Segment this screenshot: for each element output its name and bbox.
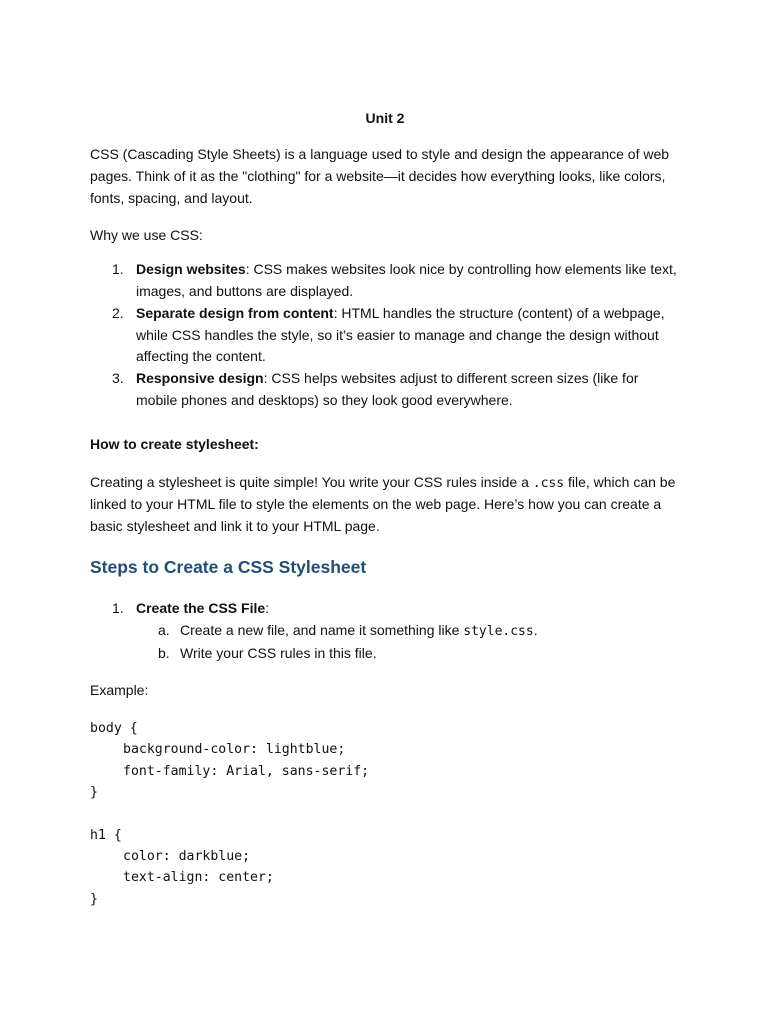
- intro-paragraph: CSS (Cascading Style Sheets) is a language used to style and design the appearance of web pages. Think of it as the "clothing" for a website—it decides how everything looks, like colors, fonts, spacing, and layout.: [90, 146, 670, 206]
- steps-list: [90, 598, 680, 664]
- code-line: h1 {: [90, 827, 122, 843]
- code-example: [90, 718, 680, 910]
- sub-text-before: Create a new file, and name it something like: [180, 621, 464, 638]
- list-term: Separate design from content: [136, 304, 334, 321]
- list-number: 1.: [112, 261, 124, 278]
- sub-list: [136, 620, 680, 665]
- code-line: }: [90, 785, 98, 801]
- how-paragraph: [90, 472, 680, 538]
- code-line: color: darkblue;: [123, 848, 251, 864]
- page-title: Unit 2: [365, 110, 405, 126]
- code-line: background-color: lightblue;: [123, 742, 346, 758]
- list-text: : CSS makes websites look nice by controlling how elements like text, images, and buttons are displayed.: [136, 261, 677, 299]
- inline-code: style.css: [463, 623, 534, 639]
- list-item: [112, 368, 680, 412]
- how-text-after: file, which can be linked to your HTML file to style the elements on the web page. Here’s how you can create a basic stylesheet and link it to your HTML page.: [90, 473, 676, 535]
- spacer: [90, 412, 680, 434]
- list-number: 1.: [112, 599, 124, 616]
- sub-list-item: [158, 643, 680, 665]
- list-number: 3.: [112, 370, 124, 387]
- list-text: : CSS helps websites adjust to different screen sizes (like for mobile phones and desktops) so they look good everywhere.: [136, 370, 639, 408]
- sub-list-item: [158, 620, 680, 643]
- list-item: [112, 598, 680, 664]
- steps-heading: Steps to Create a CSS Stylesheet: [90, 556, 367, 577]
- how-text-before: Creating a stylesheet is quite simple! You write your CSS rules inside a: [90, 473, 533, 490]
- sub-list-letter: b.: [158, 644, 170, 661]
- sub-text: Write your CSS rules in this file.: [180, 644, 377, 661]
- list-term: Design websites: [136, 261, 246, 278]
- why-label: Why we use CSS:: [90, 227, 203, 244]
- sub-text-after: .: [533, 621, 538, 638]
- list-number: 2.: [112, 304, 124, 321]
- inline-code: .css: [532, 475, 565, 491]
- list-term: Responsive design: [136, 370, 264, 387]
- document-page: [90, 108, 680, 910]
- how-heading: How to create stylesheet:: [90, 435, 259, 452]
- list-term: Create the CSS File: [136, 599, 266, 616]
- code-blank-line: [90, 803, 680, 824]
- list-colon: :: [265, 599, 270, 616]
- code-line: text-align: center;: [123, 870, 274, 886]
- list-item: [112, 259, 680, 303]
- code-line: body {: [90, 721, 138, 737]
- list-text: : HTML handles the structure (content) of a webpage, while CSS handles the style, so it’s easier to manage and change the design without affecting the content.: [136, 304, 665, 365]
- example-label: Example:: [90, 682, 149, 699]
- code-line: }: [90, 891, 98, 907]
- sub-list-letter: a.: [158, 621, 170, 638]
- reasons-list: [90, 259, 680, 412]
- code-line: font-family: Arial, sans-serif;: [123, 763, 370, 779]
- list-item: [112, 303, 680, 368]
